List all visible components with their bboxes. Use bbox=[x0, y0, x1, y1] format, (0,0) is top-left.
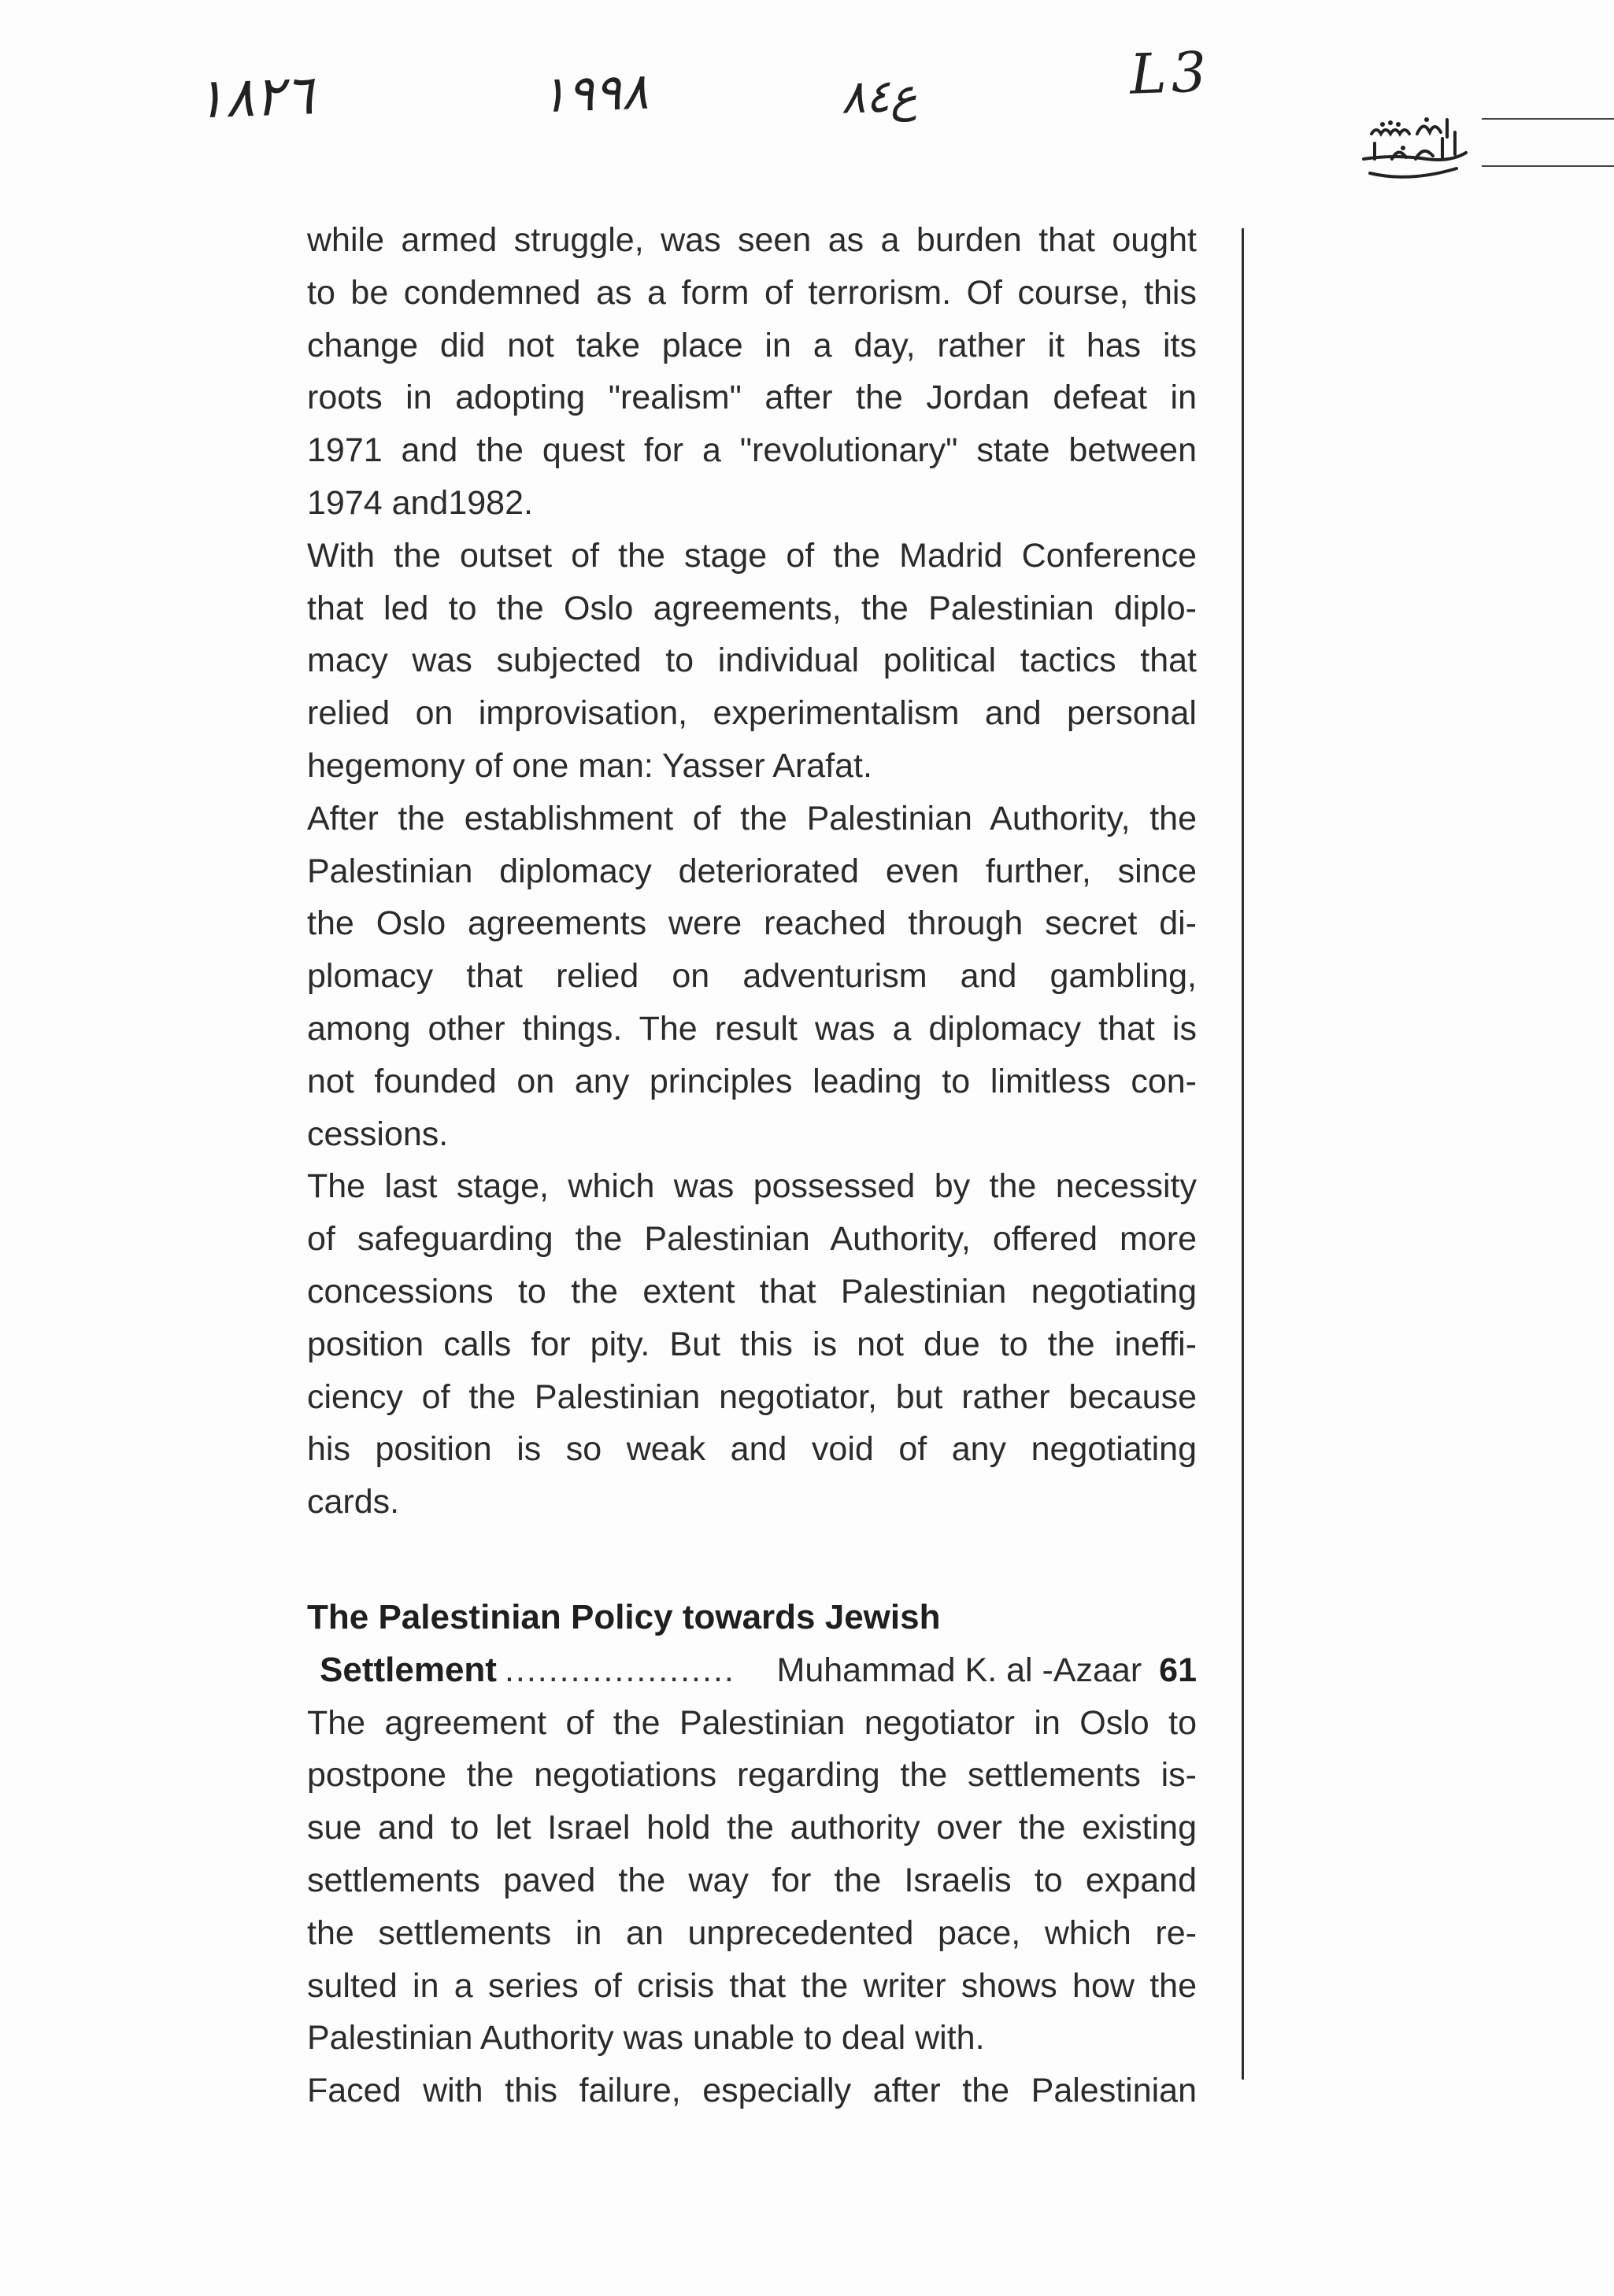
handwritten-year: ١٩٩٨ bbox=[539, 62, 650, 125]
text-line: his position is so weak and void of any negotiating bbox=[307, 1430, 1197, 1469]
text-line: sue and to let Israel hold the authority over the existing bbox=[307, 1809, 1197, 1847]
journal-logo bbox=[1356, 102, 1474, 181]
section-spacer bbox=[307, 1529, 1197, 1592]
text-line: of safeguarding the Palestinian Authority, offered more bbox=[307, 1220, 1197, 1259]
article-title-end: Settlement bbox=[320, 1650, 497, 1689]
handwritten-reference-number: ١٨٢٦ bbox=[194, 62, 315, 131]
text-line: settlements paved the way for the Israelis to expand bbox=[307, 1861, 1197, 1899]
paragraph bbox=[307, 793, 1197, 1161]
text-line: to be condemned as a form of terrorism. Of course, this bbox=[307, 273, 1197, 312]
text-column bbox=[307, 214, 1197, 2117]
article-entry bbox=[307, 1592, 1197, 1697]
paragraph bbox=[307, 2065, 1197, 2117]
text-line: sulted in a series of crisis that the writer shows how the bbox=[307, 1966, 1197, 2005]
article-author: Muhammad K. al -Azaar bbox=[776, 1651, 1142, 1689]
text-line: The agreement of the Palestinian negotiator in Oslo to bbox=[307, 1703, 1197, 1742]
paragraph bbox=[307, 1160, 1197, 1529]
text-line: plomacy that relied on adventurism and gambling, bbox=[307, 957, 1197, 996]
text-line: while armed struggle, was seen as a burden that ought bbox=[307, 221, 1197, 259]
text-line: The last stage, which was possessed by the necessity bbox=[307, 1167, 1197, 1206]
header-rule-top bbox=[1482, 118, 1614, 120]
paragraph bbox=[307, 214, 1197, 530]
text-line: hegemony of one man: Yasser Arafat. bbox=[307, 746, 872, 785]
margin-rule bbox=[1242, 228, 1244, 2080]
paragraph bbox=[307, 1697, 1197, 2065]
paragraph bbox=[307, 530, 1197, 793]
text-line: change did not take place in a day, rather it has its bbox=[307, 326, 1197, 364]
text-line: Palestinian Authority was unable to deal with. bbox=[307, 2019, 985, 2058]
handwritten-code: L3 bbox=[1128, 39, 1212, 107]
text-line: that led to the Oslo agreements, the Palestinian diplo- bbox=[307, 589, 1197, 627]
text-line: cards. bbox=[307, 1483, 400, 1521]
text-line: ciency of the Palestinian negotiator, but rather because bbox=[307, 1377, 1197, 1416]
text-line: macy was subjected to individual political tactics that bbox=[307, 641, 1197, 680]
text-line: the Oslo agreements were reached through secret di- bbox=[307, 904, 1197, 943]
text-line: 1974 and1982. bbox=[307, 483, 533, 522]
text-line: the settlements in an unprecedented pace, which re- bbox=[307, 1913, 1197, 1952]
text-line: After the establishment of the Palestinian Authority, the bbox=[307, 799, 1197, 837]
article-title: The Palestinian Policy towards Jewish bbox=[307, 1597, 941, 1636]
text-line: 1971 and the quest for a "revolutionary" state between bbox=[307, 431, 1197, 470]
text-line: cessions. bbox=[307, 1115, 449, 1153]
article-page-number: 61 bbox=[1159, 1651, 1197, 1689]
handwritten-issue-number: ع٨٤ bbox=[839, 68, 919, 124]
text-line: position calls for pity. But this is not due to the ineffi- bbox=[307, 1325, 1197, 1363]
text-line: roots in adopting "realism" after the Jordan defeat in bbox=[307, 379, 1197, 417]
text-line: Faced with this failure, especially after the Palestinian bbox=[307, 2072, 1197, 2110]
text-line: postpone the negotiations regarding the settlements is- bbox=[307, 1756, 1197, 1795]
header-rule-bottom bbox=[1482, 165, 1614, 167]
text-line: among other things. The result was a diplomacy that is bbox=[307, 1009, 1197, 1048]
article-title-continued bbox=[307, 1644, 1197, 1697]
text-line: With the outset of the stage of the Madrid Conference bbox=[307, 536, 1197, 575]
text-line: not founded on any principles leading to limitless con- bbox=[307, 1062, 1197, 1100]
text-line: concessions to the extent that Palestinian negotiating bbox=[307, 1272, 1197, 1311]
dot-leader: ..................... bbox=[504, 1651, 735, 1689]
text-line: relied on improvisation, experimentalism and personal bbox=[307, 694, 1197, 733]
text-line: Palestinian diplomacy deteriorated even further, since bbox=[307, 852, 1197, 890]
